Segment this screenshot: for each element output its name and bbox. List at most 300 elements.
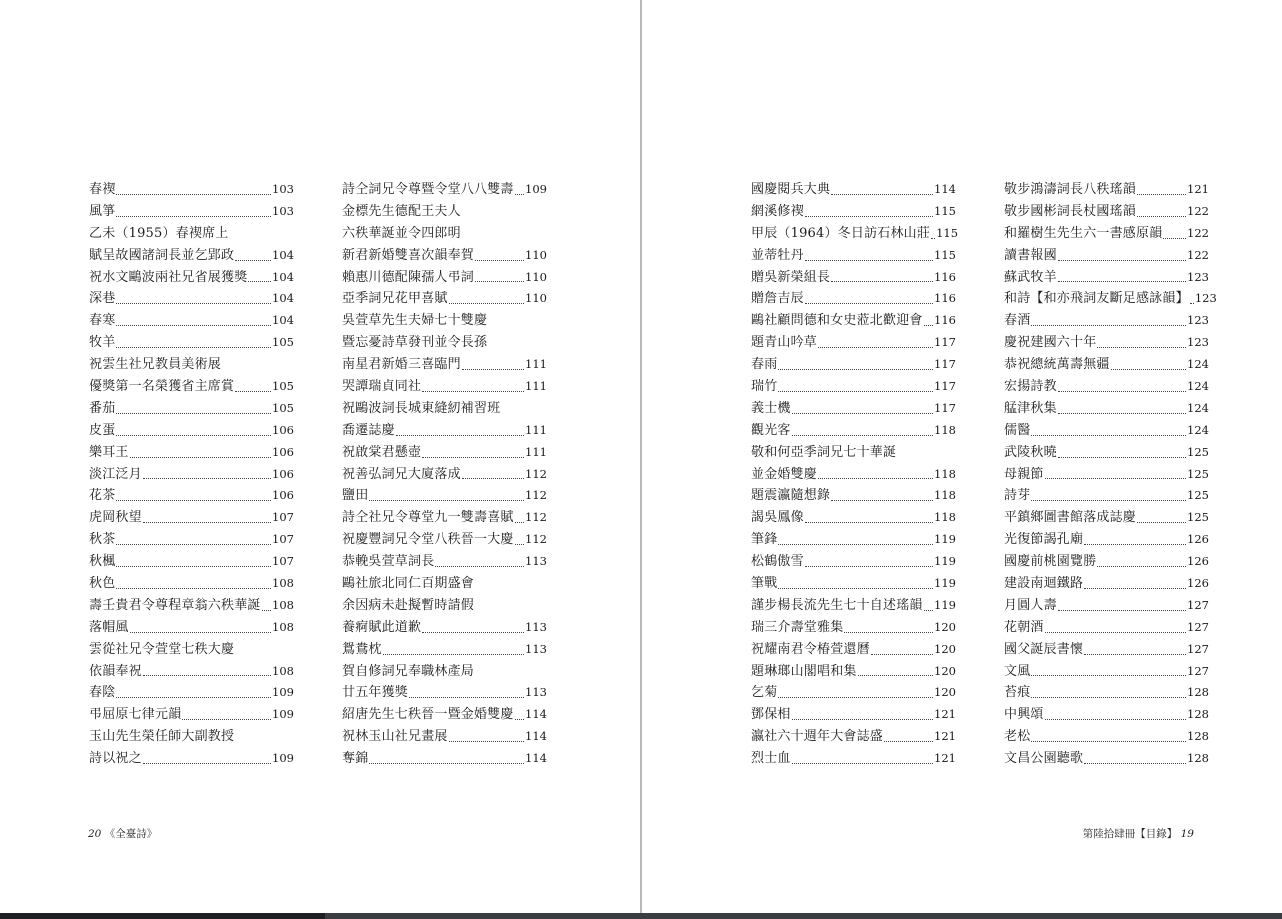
toc-entry-title: 皮蛋: [89, 422, 116, 438]
toc-entry-title: 平鎮鄉圖書館落成誌慶: [1004, 510, 1137, 526]
toc-entry[interactable]: [751, 354, 956, 376]
toc-entry-page: 125: [1187, 444, 1209, 459]
toc-entry-page: 124: [1187, 400, 1209, 415]
toc-entry-title: 恭祝總統萬壽無疆: [1004, 357, 1110, 373]
dot-leader: [116, 324, 271, 326]
toc-entry-page: 114: [525, 751, 547, 766]
toc-entry-title: 番茄: [89, 400, 116, 416]
toc-entry-title: 讀書報國: [1004, 247, 1057, 263]
toc-entry[interactable]: [342, 617, 547, 639]
toc-entry-title: 鷗社顧問德和女史蒞北歡迎會: [751, 313, 923, 329]
toc-entry[interactable]: [342, 464, 547, 486]
dot-leader: [1084, 587, 1186, 589]
toc-entry[interactable]: [751, 617, 956, 639]
toc-entry-title: 祝善弘詞兄大廈落成: [342, 466, 461, 482]
toc-entry[interactable]: [89, 617, 294, 639]
toc-entry-page: 115: [934, 247, 956, 262]
toc-entry-title: 瀛社六十週年大會誌盛: [751, 729, 884, 745]
dot-leader: [396, 434, 524, 436]
dot-leader: [143, 674, 271, 676]
toc-entry[interactable]: [89, 464, 294, 486]
toc-entry[interactable]: [342, 398, 547, 420]
toc-entry[interactable]: [89, 639, 294, 661]
toc-entry-title: 暨忘憂詩草發刊並令長孫: [342, 335, 488, 351]
toc-entry-page: 119: [934, 597, 956, 612]
toc-entry-page: 118: [934, 510, 956, 525]
dot-leader: [831, 280, 933, 282]
toc-entry-title: 謹步楊長流先生七十自述瑤韻: [751, 597, 923, 613]
toc-entry[interactable]: [342, 704, 547, 726]
dot-leader: [805, 215, 933, 217]
toc-entry[interactable]: [89, 398, 294, 420]
toc-entry[interactable]: [751, 726, 956, 748]
toc-entry[interactable]: [89, 201, 294, 223]
toc-entry-page: 110: [525, 291, 547, 306]
toc-entry-title: 筆鋒: [751, 532, 778, 548]
toc-entry-page: 112: [525, 510, 547, 525]
toc-entry-title: 題琳瑯山閣唱和集: [751, 663, 857, 679]
toc-entry-page: 109: [272, 707, 294, 722]
toc-entry[interactable]: [1004, 529, 1209, 551]
right-page-footer: [88, 826, 157, 841]
toc-entry[interactable]: [1004, 398, 1209, 420]
toc-entry-title: 國父誕辰書懷: [1004, 641, 1084, 657]
toc-entry[interactable]: [751, 704, 956, 726]
toc-entry-page: 105: [272, 335, 294, 350]
toc-entry[interactable]: [1004, 245, 1209, 267]
toc-entry[interactable]: [751, 420, 956, 442]
toc-entry[interactable]: [751, 682, 956, 704]
toc-entry[interactable]: [751, 267, 956, 289]
toc-entry[interactable]: [89, 245, 294, 267]
dot-leader: [1097, 565, 1186, 567]
toc-entry-page: 109: [525, 182, 547, 196]
toc-entry[interactable]: [751, 595, 956, 617]
dot-leader: [116, 587, 271, 589]
toc-entry[interactable]: [89, 354, 294, 376]
toc-column-4: [1004, 179, 1217, 770]
toc-entry-title: 紹唐先生七秩晉一暨金婚雙慶: [342, 707, 514, 723]
toc-entry-title: 花茶: [89, 488, 116, 504]
toc-entry[interactable]: [1004, 179, 1209, 201]
toc-entry[interactable]: [89, 485, 294, 507]
toc-entry[interactable]: [1004, 288, 1217, 310]
toc-entry[interactable]: [751, 442, 956, 464]
toc-entry-page: 123: [1187, 269, 1209, 284]
page-number: 19: [1180, 828, 1194, 840]
dot-leader: [383, 653, 524, 655]
toc-entry-page: 104: [272, 247, 294, 262]
toc-entry[interactable]: [1004, 748, 1209, 770]
toc-entry-page: 109: [272, 685, 294, 700]
toc-entry[interactable]: [89, 310, 294, 332]
dot-leader: [792, 434, 933, 436]
dot-leader: [778, 543, 933, 545]
toc-entry[interactable]: [1004, 267, 1209, 289]
toc-entry-title: 鄧保相: [751, 707, 791, 723]
dot-leader: [116, 193, 271, 195]
toc-entry[interactable]: [342, 310, 547, 332]
toc-entry[interactable]: [89, 682, 294, 704]
toc-entry-title: 母親節: [1004, 466, 1044, 482]
toc-entry[interactable]: [89, 551, 294, 573]
dot-leader: [1097, 346, 1186, 348]
dot-leader: [1058, 390, 1186, 392]
toc-entry-page: 118: [934, 422, 956, 437]
toc-entry-page: 125: [1187, 466, 1209, 481]
toc-entry-page: 113: [525, 554, 547, 569]
dot-leader: [116, 696, 271, 698]
dot-leader: [778, 696, 933, 698]
toc-entry[interactable]: [342, 376, 547, 398]
toc-entry[interactable]: [751, 201, 956, 223]
toc-entry[interactable]: [342, 420, 547, 442]
toc-entry-title: 詩以祝之: [89, 751, 142, 767]
toc-entry-title: 廿五年獲獎: [342, 685, 409, 701]
toc-entry[interactable]: [1004, 223, 1209, 245]
toc-entry-title: 艋津秋集: [1004, 400, 1057, 416]
dot-leader: [143, 762, 271, 764]
toc-entry[interactable]: [751, 376, 956, 398]
toc-entry[interactable]: [342, 267, 547, 289]
dot-leader: [805, 565, 933, 567]
toc-entry-title: 瑞竹: [751, 379, 778, 395]
toc-entry-title: 詩芽: [1004, 488, 1031, 504]
toc-entry[interactable]: [751, 288, 956, 310]
toc-entry-page: 124: [1187, 379, 1209, 394]
toc-entry[interactable]: [1004, 464, 1209, 486]
toc-entry-title: 深巷: [89, 291, 116, 307]
dot-leader: [805, 521, 933, 523]
dot-leader: [1031, 674, 1186, 676]
toc-entry-title: 鴛鴦枕: [342, 641, 382, 657]
toc-entry-title: 乙未（1955）春禊席上: [89, 225, 229, 241]
toc-entry[interactable]: [342, 245, 547, 267]
toc-entry-page: 106: [272, 422, 294, 437]
toc-entry[interactable]: [751, 485, 956, 507]
toc-entry[interactable]: [342, 507, 547, 529]
dot-leader: [409, 696, 524, 698]
toc-entry-title: 春酒: [1004, 313, 1031, 329]
toc-entry[interactable]: [342, 442, 547, 464]
dot-leader: [1031, 324, 1186, 326]
toc-entry[interactable]: [342, 201, 547, 223]
toc-entry-page: 117: [934, 379, 956, 394]
toc-entry-title: 牧羊: [89, 335, 116, 351]
dot-leader: [1058, 412, 1186, 414]
toc-entry-title: 義士機: [751, 400, 791, 416]
toc-entry-page: 118: [934, 466, 956, 481]
dot-leader: [1031, 434, 1186, 436]
toc-entry[interactable]: [1004, 201, 1209, 223]
dot-leader: [475, 259, 524, 261]
toc-entry-page: 113: [525, 641, 547, 656]
dot-leader: [1031, 696, 1186, 698]
toc-entry-title: 玉山先生榮任師大副教授: [89, 729, 235, 745]
dot-leader: [515, 718, 524, 720]
toc-entry-title: 祝啟棠君懸壺: [342, 444, 422, 460]
toc-entry[interactable]: [342, 682, 547, 704]
dot-leader: [1163, 237, 1186, 239]
toc-entry[interactable]: [1004, 617, 1209, 639]
toc-entry[interactable]: [89, 288, 294, 310]
toc-entry-title: 文風: [1004, 663, 1031, 679]
dot-leader: [235, 259, 271, 261]
dot-leader: [884, 740, 933, 742]
toc-entry-page: 117: [934, 357, 956, 372]
dot-leader: [449, 740, 524, 742]
toc-entry-page: 111: [525, 357, 547, 372]
toc-entry[interactable]: [342, 748, 547, 770]
toc-entry-page: 112: [525, 488, 547, 503]
toc-entry-title: 建設南迴鐵路: [1004, 576, 1084, 592]
toc-entry-page: 108: [272, 597, 294, 612]
toc-entry-page: 113: [525, 619, 547, 634]
toc-entry[interactable]: [1004, 726, 1209, 748]
toc-entry-title: 並金婚雙慶: [751, 466, 818, 482]
dot-leader: [515, 193, 524, 195]
toc-entry[interactable]: [751, 507, 956, 529]
toc-entry[interactable]: [89, 573, 294, 595]
toc-entry-title: 祝林玉山社兄畫展: [342, 729, 448, 745]
toc-entry-page: 107: [272, 554, 294, 569]
toc-entry-title: 敬和何亞季詞兄七十華誕: [751, 444, 897, 460]
toc-entry-title: 壽壬貴君令尊程章翁六秩華誕: [89, 597, 261, 613]
toc-entry-page: 127: [1187, 597, 1209, 612]
toc-entry-title: 題震瀛隨想錄: [751, 488, 831, 504]
toc-entry[interactable]: [751, 529, 956, 551]
viewer-bottom-bar: [0, 913, 1282, 919]
toc-entry[interactable]: [1004, 573, 1209, 595]
toc-entry[interactable]: [751, 398, 956, 420]
toc-entry-page: 114: [934, 182, 956, 196]
toc-entry-page: 116: [934, 313, 956, 328]
toc-entry-page: 121: [934, 751, 956, 766]
toc-entry[interactable]: [89, 442, 294, 464]
toc-entry-page: 127: [1187, 663, 1209, 678]
toc-entry-title: 花朝酒: [1004, 619, 1044, 635]
toc-entry-title: 苔痕: [1004, 685, 1031, 701]
toc-entry-title: 儒醫: [1004, 422, 1031, 438]
toc-entry[interactable]: [89, 661, 294, 683]
toc-entry[interactable]: [1004, 354, 1209, 376]
toc-entry-page: 128: [1187, 707, 1209, 722]
dot-leader: [449, 302, 524, 304]
dot-leader: [235, 390, 271, 392]
toc-entry[interactable]: [1004, 704, 1209, 726]
toc-entry-title: 蘇武牧羊: [1004, 269, 1057, 285]
toc-entry-title: 祝耀南君令椿萱還曆: [751, 641, 870, 657]
toc-entry[interactable]: [89, 507, 294, 529]
toc-entry-title: 哭譚瑞貞同社: [342, 379, 422, 395]
toc-entry[interactable]: [751, 573, 956, 595]
viewer-scroll-segment[interactable]: [0, 913, 325, 919]
toc-entry-page: 111: [525, 422, 547, 437]
toc-entry[interactable]: [89, 420, 294, 442]
toc-entry-page: 109: [272, 751, 294, 766]
toc-entry[interactable]: [1004, 661, 1209, 683]
toc-entry[interactable]: [751, 464, 956, 486]
dot-leader: [831, 499, 933, 501]
dot-leader: [462, 368, 524, 370]
toc-entry[interactable]: [1004, 376, 1209, 398]
toc-entry[interactable]: [342, 529, 547, 551]
toc-entry[interactable]: [89, 267, 294, 289]
toc-entry-title: 金標先生德配王夫人: [342, 203, 461, 219]
toc-entry-page: 103: [272, 203, 294, 218]
toc-entry-page: 125: [1187, 510, 1209, 525]
toc-entry-title: 祝鷗波詞長城東縫紉補習班: [342, 400, 501, 416]
toc-entry-title: 鹽田: [342, 488, 369, 504]
toc-entry[interactable]: [1004, 551, 1209, 573]
toc-entry[interactable]: [89, 704, 294, 726]
toc-entry-title: 武陵秋曉: [1004, 444, 1057, 460]
toc-entry-title: 養痾賦此道歉: [342, 619, 422, 635]
dot-leader: [792, 718, 933, 720]
toc-entry[interactable]: [342, 551, 547, 573]
dot-leader: [1084, 543, 1186, 545]
toc-entry-page: 107: [272, 532, 294, 547]
toc-entry-page: 121: [1187, 182, 1209, 196]
dot-leader: [116, 346, 271, 348]
toc-entry-title: 光復節謁孔廟: [1004, 532, 1084, 548]
toc-entry[interactable]: [1004, 682, 1209, 704]
toc-entry-page: 128: [1187, 729, 1209, 744]
toc-entry[interactable]: [751, 310, 956, 332]
dot-leader: [818, 477, 933, 479]
toc-entry-page: 113: [525, 685, 547, 700]
toc-entry-title: 敬步鴻濤詞長八秩瑤韻: [1004, 182, 1137, 197]
toc-entry-page: 124: [1187, 422, 1209, 437]
toc-entry-title: 網溪修禊: [751, 203, 804, 219]
toc-entry[interactable]: [342, 223, 547, 245]
toc-entry[interactable]: [1004, 595, 1209, 617]
toc-entry-page: 111: [525, 379, 547, 394]
dot-leader: [792, 412, 933, 414]
toc-entry[interactable]: [342, 179, 547, 201]
toc-entry[interactable]: [89, 529, 294, 551]
toc-entry[interactable]: [751, 179, 956, 201]
left-page-footer: [1083, 826, 1194, 841]
footer-title: 《全臺詩》: [104, 828, 158, 840]
toc-entry[interactable]: [342, 485, 547, 507]
toc-entry[interactable]: [1004, 485, 1209, 507]
toc-entry[interactable]: [89, 595, 294, 617]
toc-column-1: [89, 179, 294, 770]
toc-entry-page: 108: [272, 619, 294, 634]
dot-leader: [515, 543, 524, 545]
toc-entry[interactable]: [342, 573, 547, 595]
dot-leader: [130, 456, 271, 458]
toc-entry-title: 賴惠川德配陳孺人弔詞: [342, 269, 475, 285]
toc-entry[interactable]: [1004, 442, 1209, 464]
toc-entry[interactable]: [1004, 310, 1209, 332]
toc-entry[interactable]: [751, 332, 956, 354]
toc-entry[interactable]: [89, 332, 294, 354]
toc-entry-title: 文昌公園聽歌: [1004, 751, 1084, 767]
toc-entry-page: 106: [272, 466, 294, 481]
toc-entry-title: 春雨: [751, 357, 778, 373]
toc-entry-page: 108: [272, 576, 294, 591]
dot-leader: [182, 718, 271, 720]
toc-entry[interactable]: [751, 639, 956, 661]
toc-entry-title: 烈士血: [751, 751, 791, 767]
toc-entry-page: 104: [272, 291, 294, 306]
dot-leader: [778, 368, 933, 370]
toc-entry[interactable]: [342, 354, 547, 376]
toc-entry-title: 吳萱草先生夫婦七十雙慶: [342, 313, 488, 329]
toc-entry-page: 128: [1187, 751, 1209, 766]
dot-leader: [1045, 631, 1186, 633]
toc-entry-page: 122: [1187, 225, 1209, 240]
toc-entry-page: 114: [525, 707, 547, 722]
toc-entry-page: 104: [272, 269, 294, 284]
toc-entry-title: 筆戰: [751, 576, 778, 592]
toc-entry[interactable]: [89, 748, 294, 770]
toc-entry-page: 123: [1194, 291, 1217, 306]
toc-entry[interactable]: [1004, 507, 1209, 529]
toc-entry[interactable]: [89, 223, 294, 245]
dot-leader: [462, 477, 524, 479]
toc-entry-title: 慶祝建國六十年: [1004, 335, 1097, 351]
dot-leader: [805, 302, 933, 304]
toc-entry-title: 祝雲生社兄教員美術展: [89, 357, 222, 373]
dot-leader: [130, 631, 271, 633]
toc-entry-page: 120: [934, 663, 956, 678]
dot-leader: [778, 587, 933, 589]
toc-entry[interactable]: [751, 748, 956, 770]
dot-leader: [422, 390, 524, 392]
toc-entry-page: 120: [934, 685, 956, 700]
toc-entry[interactable]: [751, 245, 956, 267]
toc-entry[interactable]: [342, 726, 547, 748]
toc-entry-title: 祝水文鷗波兩社兄省展獲獎: [89, 269, 248, 285]
toc-entry[interactable]: [89, 726, 294, 748]
toc-entry-page: 120: [934, 641, 956, 656]
toc-entry[interactable]: [751, 661, 956, 683]
toc-entry[interactable]: [89, 179, 294, 201]
toc-entry-title: 題青山吟草: [751, 335, 818, 351]
toc-entry[interactable]: [1004, 639, 1209, 661]
toc-entry[interactable]: [751, 223, 959, 245]
toc-entry[interactable]: [1004, 332, 1209, 354]
toc-entry-title: 詩仝社兄令尊堂九一雙壽喜賦: [342, 510, 514, 526]
toc-entry[interactable]: [342, 288, 547, 310]
toc-entry-title: 弔屈原七律元韻: [89, 707, 182, 723]
toc-entry-page: 128: [1187, 685, 1209, 700]
toc-entry[interactable]: [751, 551, 956, 573]
toc-entry-page: 126: [1187, 532, 1209, 547]
dot-leader: [248, 280, 271, 282]
toc-entry-page: 117: [934, 400, 956, 415]
toc-entry[interactable]: [342, 332, 547, 354]
toc-entry-title: 鷗社旅北同仁百期盛會: [342, 576, 475, 592]
toc-entry-title: 落帽風: [89, 619, 129, 635]
toc-entry-page: 119: [934, 532, 956, 547]
toc-entry[interactable]: [342, 639, 547, 661]
toc-entry[interactable]: [1004, 420, 1209, 442]
toc-entry-title: 國慶前桃園覽勝: [1004, 554, 1097, 570]
toc-column-2: [342, 179, 547, 770]
toc-entry-title: 詩仝詞兄令尊暨令堂八八雙壽: [342, 182, 514, 197]
toc-entry[interactable]: [342, 595, 547, 617]
toc-entry-title: 喬遷誌慶: [342, 422, 395, 438]
dot-leader: [1058, 280, 1186, 282]
toc-entry[interactable]: [89, 376, 294, 398]
toc-entry-page: 116: [934, 291, 956, 306]
dot-leader: [116, 434, 271, 436]
toc-entry[interactable]: [342, 661, 547, 683]
